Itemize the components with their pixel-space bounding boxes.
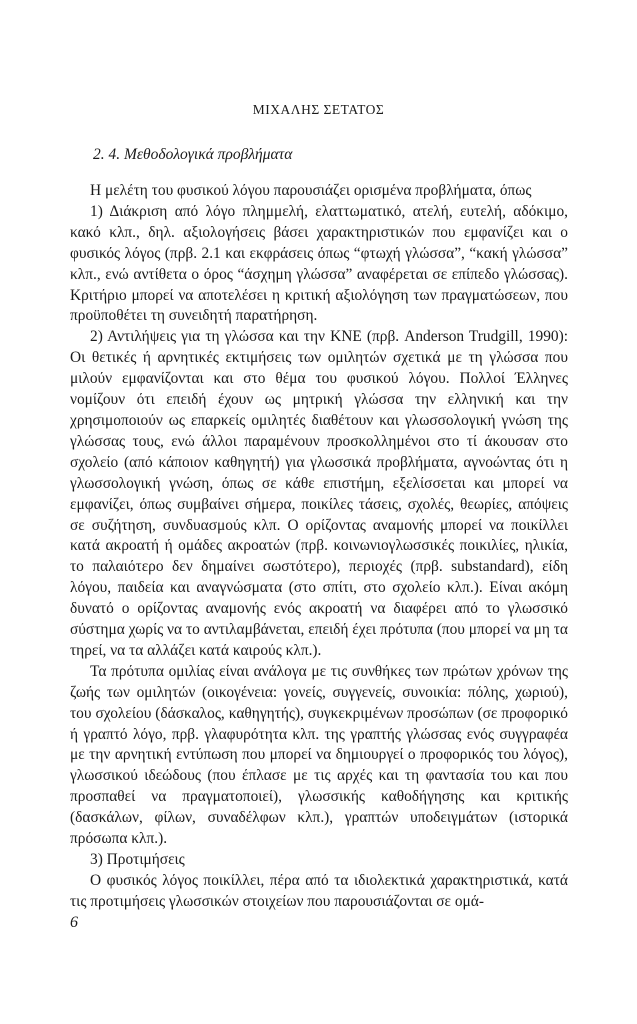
paragraph-item-2: 2) Αντιλήψεις για τη γλώσσα και την ΚΝΕ (πρβ. Anderson Trudgill, 1990): Οι θετικές ή αρνητικές εκτιμήσεις των ομιλητών σχετικά με τη γλώσσα που μιλούν εμφανίζονται και στο θέμα του φυσικού λόγου. Πολλοί Έλληνες νομίζουν ότι επειδή έχουν ως μητρική γλώσσα την ελληνική και την χρησιμοποιούν ως επαρκείς ομιλητές διαθέτουν και γλωσσολογική γνώση της γλώσσας τους, ενώ άλλοι παραμένουν προσκολλημένοι στο τί άκουσαν στο σχολείο (από κάποιον καθηγητή) για γλωσσικά προβλήματα, αγνοώντας ότι η γλωσσολογική γνώση, όπως σε κάθε επιστήμη, εξελίσσεται και μπορεί να εμφανίζει, όπως συμβαίνει σήμερα, ποικίλες τάσεις, σχολές, θεωρίες, απόψεις σε συζήτηση, συνδυασμούς κλπ. Ο ορίζοντας αναμονής μπορεί να ποικίλλει κατά ακροατή ή ομάδες ακροατών (πρβ. κοινωνιογλωσσικές ποικιλίες, ηλικία, το παλαιότερο δεν δημαίνει σωστότερο), περιοχές (πρβ. substandard), είδη λόγου, παιδεία και αναγνώσματα (στο σπίτι, στο σχολείο κλπ.). Είναι ακόμη δυνατό ο ορίζοντας αναμονής ενός ακροατή να διαφέρει από το γλωσσικό σύστημα χωρίς να το αντιλαμβάνεται, επειδή έχει πρότυπα (που μπορεί να μη τα τηρεί, να τα αλλάζει κατά καιρούς κλπ.). xyxy=(70,328,568,659)
page-number: 6 xyxy=(70,914,78,931)
running-head: ΜΙΧΑΛΗΣ ΣΕΤΑΤΟΣ xyxy=(252,102,385,117)
section-title: 2. 4. Μεθοδολογικά προβλήματα xyxy=(93,146,293,163)
paragraph-item-1: 1) Διάκριση από λόγο πλημμελή, ελαττωματικό, ατελή, ευτελή, αδόκιμο, κακό κλπ., δηλ. αξιολογήσεις βάσει χαρακτηριστικών που εμφανίζει και ο φυσικός λόγος (πρβ. 2.1 και εκφράσεις όπως “φτωχή γλώσσα”, “κακή γλώσσα” κλπ., ενώ αντίθετα ο όρος “άσχημη γλώσσα” αναφέρεται σε επίπεδο γλώσσας). Κριτήριο μπορεί να αποτελέσει η κριτική αξιολόγηση των πραγματώσεων, που προϋποθέτει τη συνειδητή παρατήρηση. xyxy=(70,202,568,325)
paragraph-speech-models: Τα πρότυπα ομιλίας είναι ανάλογα με τις συνθήκες των πρώτων χρόνων της ζωής των ομιλητών (οικογένεια: γονείς, συγγενείς, συνοικία: πόλης, χωριού), του σχολείου (δάσκαλος, καθηγητής), συγκεκριμένων προσώπων (σε προφορικό ή γραπτό λόγο, πρβ. γλαφυρότητα κλπ. της γραπτής γλώσσας ενός συγγραφέα με την αρνητική εντύπωση που μπορεί να δημιουργεί ο προφορικός του λόγος), γλωσσικού ιδεώδους (που έπλασε με τις αρχές και τη φαντασία του και που προσπαθεί να πραγματοποιεί), γλωσσικής καθοδήγησης και κριτικής (δασκάλων, φίλων, συναδέλφων κλπ.), γραπτών υποδειγμάτων (ιστορικά πρόσωπα κλπ.). xyxy=(70,662,568,848)
paragraph-preferences: Ο φυσικός λόγος ποικίλλει, πέρα από τα ιδιολεκτικά χαρακτηριστικά, κατά τις προτιμήσεις γλωσσικών στοιχείων που παρουσιάζονται σε ομά- xyxy=(70,871,568,910)
paragraph-intro: Η μελέτη του φυσικού λόγου παρουσιάζει ορισμένα προβλήματα, όπως xyxy=(90,182,532,199)
paragraph-item-3-heading: 3) Προτιμήσεις xyxy=(90,851,185,868)
body-text xyxy=(70,181,568,913)
